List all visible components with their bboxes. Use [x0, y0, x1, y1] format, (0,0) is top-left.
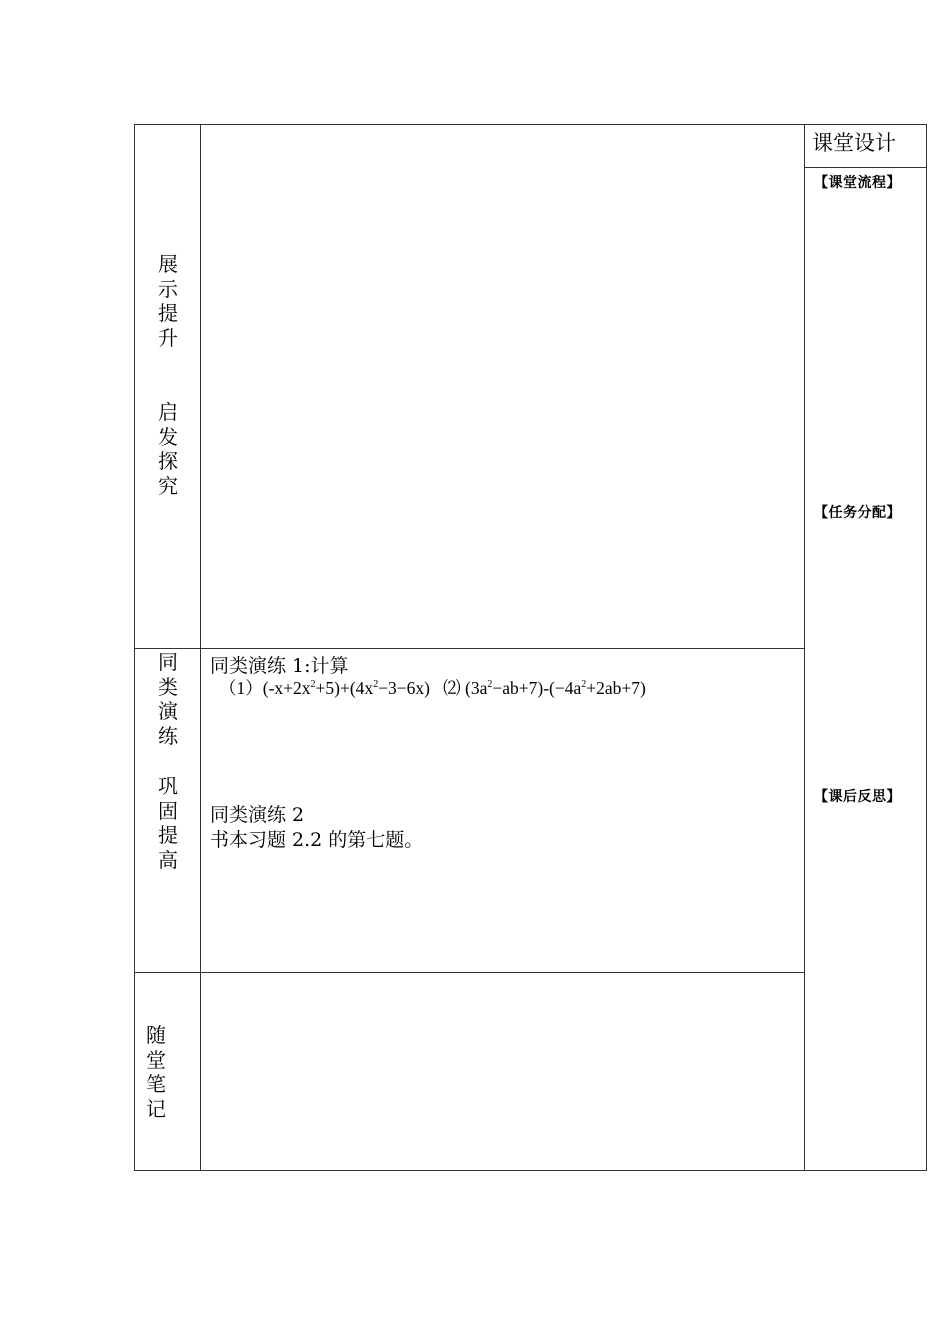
exponent: 2: [310, 679, 316, 690]
label-char: 类: [158, 674, 178, 699]
problem-1-part-c: −3−6x): [378, 678, 431, 698]
problem-2-part-a: (3a: [465, 678, 488, 698]
label-char: 探: [158, 449, 178, 473]
label-char: 堂: [146, 1047, 166, 1072]
label-char: 练: [158, 723, 178, 748]
table-border-right: [926, 124, 927, 1171]
sidebar-item-class-flow: 【课堂流程】: [814, 175, 901, 191]
table-border-bottom: [134, 1170, 927, 1171]
label-char: 提: [158, 823, 178, 847]
exponent: 2: [581, 679, 587, 690]
row-divider-2: [134, 972, 805, 973]
problem-1-part-b: +5)+(4x: [315, 678, 374, 698]
label-char: 提: [158, 301, 178, 325]
practice-heading-2: 同类演练 2: [210, 804, 305, 826]
label-char: 记: [146, 1096, 166, 1121]
row-divider-1: [134, 648, 805, 649]
label-char: 升: [158, 325, 178, 350]
label-gap: [152, 350, 184, 400]
row-label-practice-consolidate: [152, 650, 184, 872]
label-char: 发: [158, 424, 178, 449]
label-char: 随: [146, 1023, 166, 1047]
table-border-top: [134, 124, 927, 125]
row-label-show-explore: [152, 252, 184, 498]
practice-text-2: 书本习题 2.2 的第七题。: [210, 829, 424, 851]
label-char: 展: [158, 252, 178, 276]
sidebar-title: 课堂设计: [812, 131, 896, 155]
label-char: 演: [158, 699, 178, 723]
practice-heading-1: 同类演练 1:计算: [210, 655, 349, 677]
problem-2-part-c: +2ab+7): [586, 678, 646, 698]
sidebar-item-task-assignment: 【任务分配】: [814, 505, 901, 521]
sidebar-title-divider: [804, 167, 927, 168]
problem-1-part-a: (-x+2x: [262, 678, 311, 698]
label-char: 究: [158, 473, 178, 498]
label-char: 同: [158, 650, 178, 674]
problem-2-number: ⑵: [443, 678, 461, 698]
problem-1-number: （1）: [219, 678, 263, 698]
label-char: 示: [158, 276, 178, 301]
sidebar-item-reflection: 【课后反思】: [814, 789, 901, 805]
label-gap: [152, 748, 184, 774]
label-char: 笔: [146, 1072, 166, 1096]
label-char: 巩: [158, 774, 178, 798]
exponent: 2: [487, 679, 493, 690]
practice-formula: [219, 675, 646, 700]
label-char: 高: [158, 847, 178, 872]
problem-2-part-b: −ab+7)-(−4a: [492, 678, 582, 698]
label-char: 启: [158, 400, 178, 424]
exponent: 2: [373, 679, 379, 690]
row-label-class-notes: [140, 1023, 172, 1121]
label-char: 固: [158, 798, 178, 823]
